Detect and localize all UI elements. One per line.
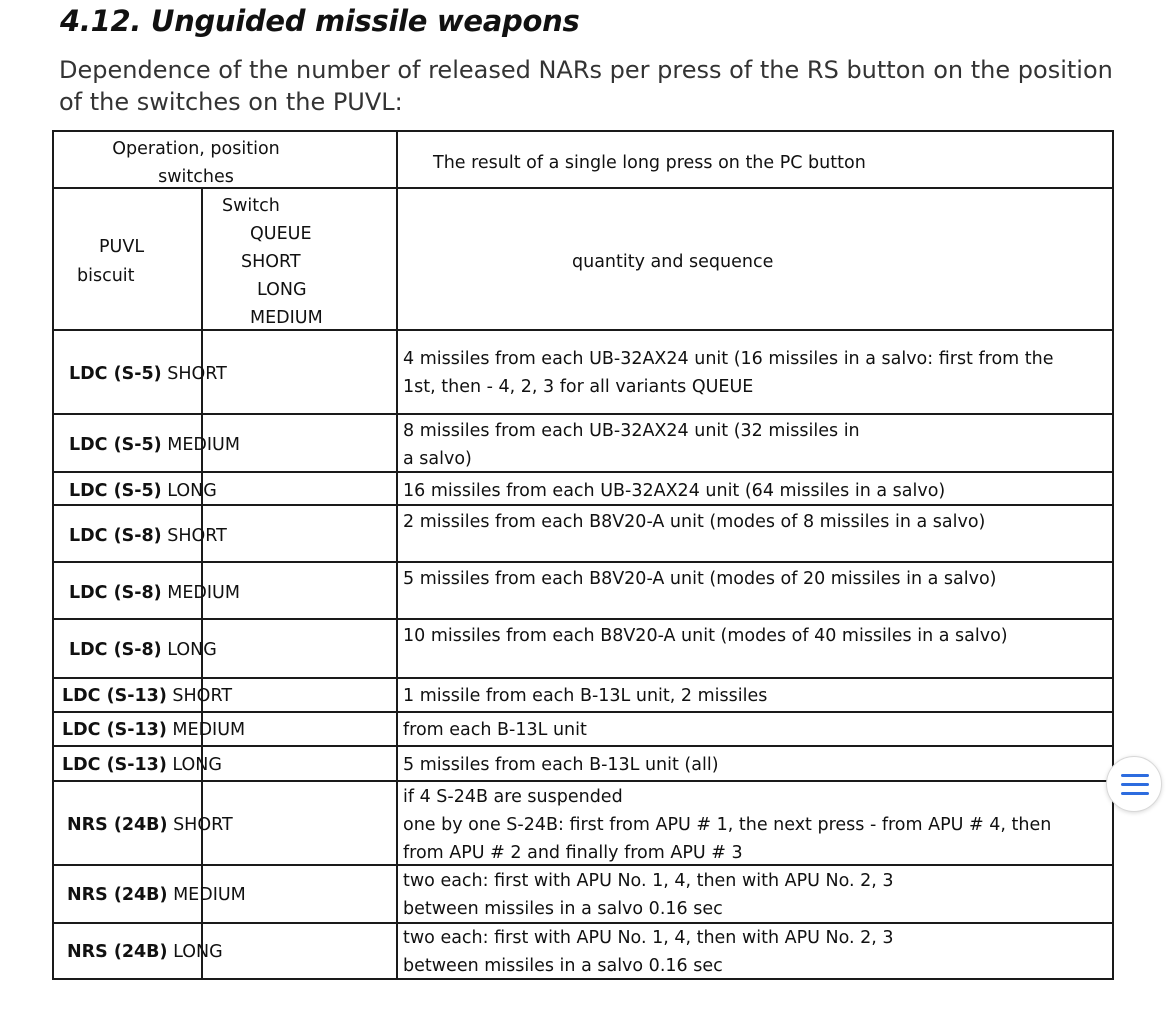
- hamburger-menu-icon: [1121, 792, 1149, 795]
- row-result: [403, 345, 1054, 401]
- row-switch: MEDIUM: [166, 720, 246, 740]
- subheader-quantity: quantity and sequence: [572, 252, 774, 272]
- row-mode: [69, 579, 240, 607]
- row-mode: [62, 751, 222, 779]
- row-launcher: LDC (S-8): [69, 640, 162, 660]
- row-switch: MEDIUM: [161, 583, 240, 603]
- subheader-long: LONG: [257, 280, 307, 300]
- row-result: [403, 622, 1008, 650]
- row-switch: SHORT: [167, 815, 233, 835]
- row-result-line: from each B-13L unit: [403, 720, 587, 740]
- table-line: [53, 413, 1114, 415]
- row-launcher: LDC (S-13): [62, 755, 167, 775]
- table-line: [53, 711, 1114, 713]
- row-switch: LONG: [161, 640, 217, 660]
- row-result-line: a salvo): [403, 449, 472, 469]
- row-result-line: if 4 S-24B are suspended: [403, 787, 623, 807]
- row-result: [403, 417, 860, 473]
- hamburger-menu-icon: [1121, 783, 1149, 786]
- row-result-line: 8 missiles from each UB-32AX24 unit (32 missiles in: [403, 421, 860, 441]
- row-mode: [69, 522, 227, 550]
- row-mode: [69, 477, 217, 505]
- header-operation-line: Operation, position: [112, 139, 280, 159]
- row-mode: [69, 360, 227, 388]
- subheader-short: SHORT: [241, 252, 301, 272]
- page-subtitle: Dependence of the number of released NARs per press of the RS button on the position of the switches on the PUVL:: [59, 56, 1113, 116]
- row-result-line: 2 missiles from each B8V20-A unit (modes of 8 missiles in a salvo): [403, 512, 986, 532]
- table-line: [1112, 130, 1114, 980]
- row-result: [403, 508, 985, 536]
- row-result-line: 4 missiles from each UB-32AX24 unit (16 missiles in a salvo: first from the: [403, 349, 1054, 369]
- row-result-line: 1 missile from each B-13L unit, 2 missiles: [403, 686, 768, 706]
- table-line: [53, 618, 1114, 620]
- subheader-medium: MEDIUM: [250, 308, 323, 328]
- row-result-line: 16 missiles from each UB-32AX24 unit (64 missiles in a salvo): [403, 481, 946, 501]
- row-mode: [69, 636, 217, 664]
- row-mode: [67, 938, 223, 966]
- header-operation-line: switches: [158, 167, 234, 187]
- row-launcher: NRS (24B): [67, 885, 168, 905]
- subheader-queue: QUEUE: [250, 224, 312, 244]
- row-launcher: NRS (24B): [67, 815, 168, 835]
- row-result: [403, 867, 894, 923]
- row-result: [403, 682, 767, 710]
- row-switch: SHORT: [161, 364, 227, 384]
- header-result: The result of a single long press on the PC button: [433, 153, 866, 173]
- subheader-puvl: PUVL: [99, 237, 145, 257]
- row-launcher: NRS (24B): [67, 942, 168, 962]
- row-mode: [67, 881, 246, 909]
- hamburger-menu-icon: [1121, 774, 1149, 777]
- row-launcher: LDC (S-5): [69, 481, 162, 501]
- row-result: [403, 751, 719, 779]
- row-result-line: 5 missiles from each B-13L unit (all): [403, 755, 719, 775]
- row-launcher: LDC (S-8): [69, 526, 162, 546]
- row-result-line: 1st, then - 4, 2, 3 for all variants QUEUE: [403, 377, 754, 397]
- table-line: [52, 130, 54, 980]
- row-result: [403, 477, 945, 505]
- row-switch: LONG: [161, 481, 217, 501]
- row-switch: MEDIUM: [161, 435, 240, 455]
- header-operation: [54, 135, 338, 191]
- row-switch: LONG: [166, 755, 222, 775]
- row-launcher: LDC (S-5): [69, 435, 162, 455]
- table-line: [53, 745, 1114, 747]
- table-line: [53, 780, 1114, 782]
- row-launcher: LDC (S-5): [69, 364, 162, 384]
- row-result-line: 10 missiles from each B8V20-A unit (modes of 40 missiles in a salvo): [403, 626, 1008, 646]
- row-mode: [62, 716, 245, 744]
- row-mode: [62, 682, 232, 710]
- row-result-line: two each: first with APU No. 1, 4, then with APU No. 2, 3: [403, 928, 894, 948]
- page-title: 4.12. Unguided missile weapons: [60, 4, 580, 38]
- subheader-biscuit: biscuit: [77, 266, 135, 286]
- row-result: [403, 565, 997, 593]
- row-launcher: LDC (S-13): [62, 720, 167, 740]
- row-switch: LONG: [167, 942, 223, 962]
- row-result-line: between missiles in a salvo 0.16 sec: [403, 956, 723, 976]
- row-result: [403, 783, 1051, 867]
- table-line: [396, 130, 398, 980]
- row-result-line: two each: first with APU No. 1, 4, then with APU No. 2, 3: [403, 871, 894, 891]
- row-result-line: 5 missiles from each B8V20-A unit (modes of 20 missiles in a salvo): [403, 569, 997, 589]
- table-line: [53, 329, 1114, 331]
- row-mode: [67, 811, 233, 839]
- subheader-switch: Switch: [222, 196, 280, 216]
- menu-button[interactable]: [1106, 756, 1162, 812]
- row-switch: SHORT: [166, 686, 233, 706]
- row-result-line: one by one S-24B: first from APU # 1, the next press - from APU # 4, then: [403, 815, 1052, 835]
- row-launcher: LDC (S-13): [62, 686, 167, 706]
- row-switch: SHORT: [161, 526, 227, 546]
- row-result-line: between missiles in a salvo 0.16 sec: [403, 899, 723, 919]
- table-line: [53, 677, 1114, 679]
- row-result: [403, 716, 587, 744]
- row-launcher: LDC (S-8): [69, 583, 162, 603]
- table-line: [53, 130, 1114, 132]
- row-result-line: from APU # 2 and finally from APU # 3: [403, 843, 743, 863]
- table-line: [53, 561, 1114, 563]
- row-switch: MEDIUM: [167, 885, 246, 905]
- row-result: [403, 924, 894, 980]
- row-mode: [69, 431, 240, 459]
